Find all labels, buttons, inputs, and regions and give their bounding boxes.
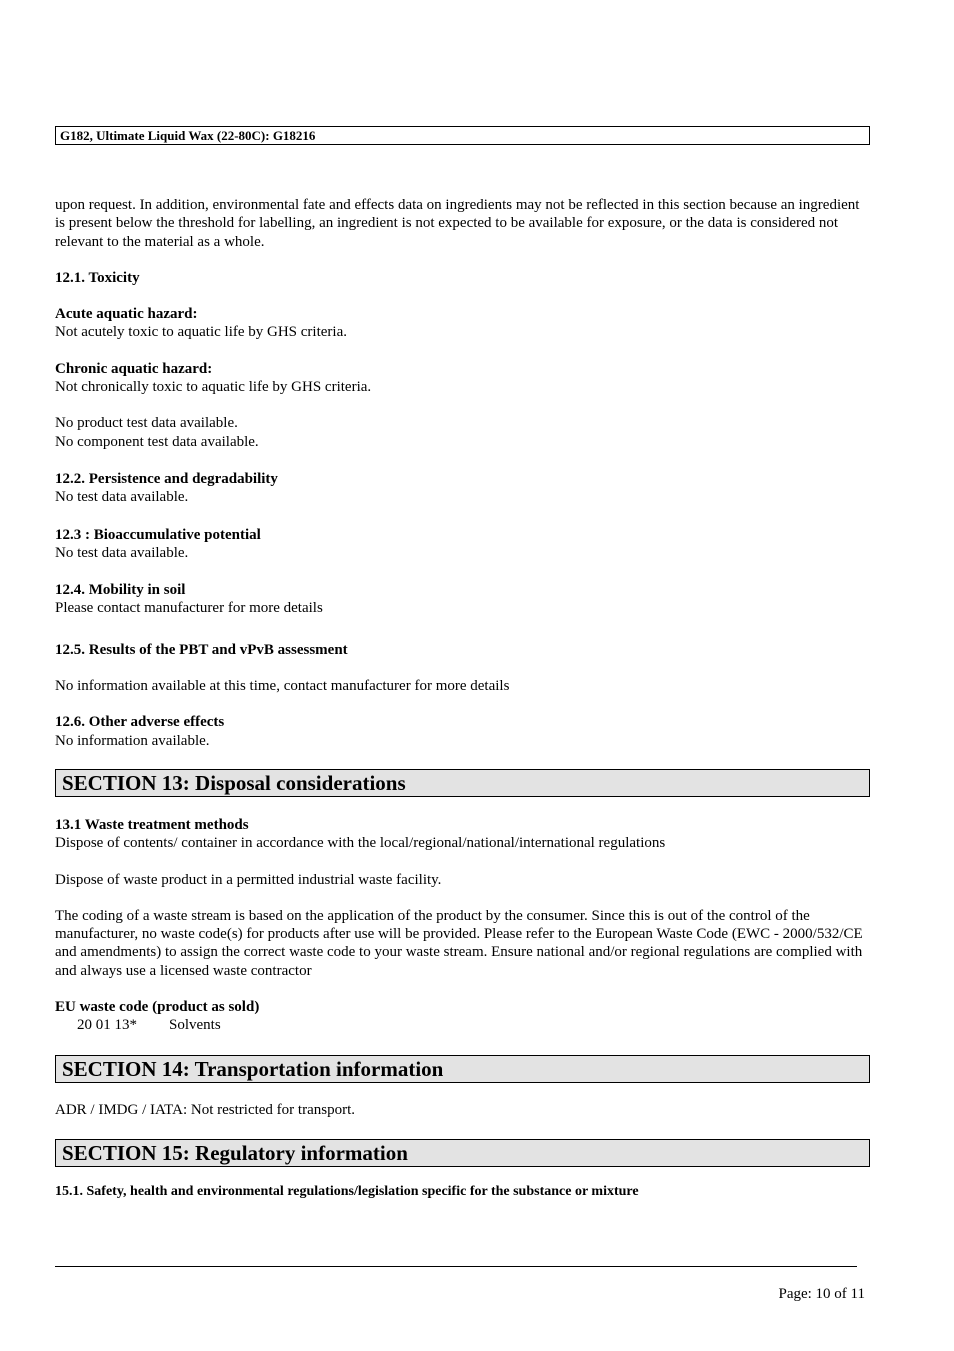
persistence-text: No test data available.	[55, 489, 189, 506]
acute-hazard-text: Not acutely toxic to aquatic life by GHS criteria.	[55, 324, 347, 341]
mobility-heading: 12.4. Mobility in soil	[55, 582, 186, 599]
pbt-heading: 12.5. Results of the PBT and vPvB assessment	[55, 641, 348, 658]
footer-divider	[55, 1266, 857, 1267]
toxicity-heading: 12.1. Toxicity	[55, 269, 140, 286]
acute-hazard-heading: Acute aquatic hazard:	[55, 306, 198, 323]
bioaccumulative-heading: 12.3 : Bioaccumulative potential	[55, 526, 261, 543]
chronic-hazard-text: Not chronically toxic to aquatic life by GHS criteria.	[55, 379, 372, 396]
section-14-text: ADR / IMDG / IATA: Not restricted for transport.	[55, 1102, 355, 1118]
intro-paragraph: upon request. In addition, environmental fate and effects data on ingredients may not be reflected in this section because an ingredient is present below the threshold for labelling, an ingredient is not expected to be available for exposure, or the data is considered not relevant to the material as a whole.	[55, 197, 860, 250]
document-header: G182, Ultimate Liquid Wax (22-80C): G18216	[55, 126, 870, 145]
waste-methods-text-1: Dispose of contents/ container in accordance with the local/regional/national/international regulations	[55, 835, 666, 852]
other-effects-text: No information available.	[55, 732, 210, 749]
pbt-text: No information available at this time, contact manufacturer for more details	[55, 678, 510, 695]
ewc-row	[55, 1016, 865, 1034]
ewc-code: 20 01 13*	[77, 1017, 137, 1034]
chronic-hazard-heading: Chronic aquatic hazard:	[55, 360, 213, 377]
no-component-data-text: No component test data available.	[55, 433, 259, 450]
section-15-title: SECTION 15: Regulatory information	[55, 1139, 870, 1167]
page-number: Page: 10 of 11	[778, 1286, 865, 1302]
persistence-heading: 12.2. Persistence and degradability	[55, 470, 278, 487]
ewc-heading: EU waste code (product as sold)	[55, 999, 260, 1016]
mobility-text: Please contact manufacturer for more details	[55, 600, 323, 617]
no-product-data-text: No product test data available.	[55, 415, 238, 432]
ewc-description: Solvents	[169, 1017, 221, 1034]
section-13-title: SECTION 13: Disposal considerations	[55, 769, 870, 797]
waste-methods-heading: 13.1 Waste treatment methods	[55, 817, 249, 833]
bioaccumulative-text: No test data available.	[55, 544, 189, 561]
section-12-content	[55, 196, 865, 750]
section-13-content	[55, 816, 865, 1035]
waste-methods-text-2: Dispose of waste product in a permitted industrial waste facility.	[55, 871, 442, 888]
section-14-title: SECTION 14: Transportation information	[55, 1055, 870, 1083]
other-effects-heading: 12.6. Other adverse effects	[55, 714, 225, 731]
waste-methods-text-3: The coding of a waste stream is based on the application of the product by the consumer. Since this is out of the control of the manufacturer, no waste code(s) for products after use will be provided. Please refer to the European Waste Code (EWC - 2000/532/CE and amendments) to assign the correct waste code to your waste stream. Ensure national and/or regional regulations are complied with and always use a licensed waste contractor	[55, 907, 863, 979]
section-15-subheading: 15.1. Safety, health and environmental regulations/legislation specific for the substance or mixture	[55, 1184, 639, 1199]
